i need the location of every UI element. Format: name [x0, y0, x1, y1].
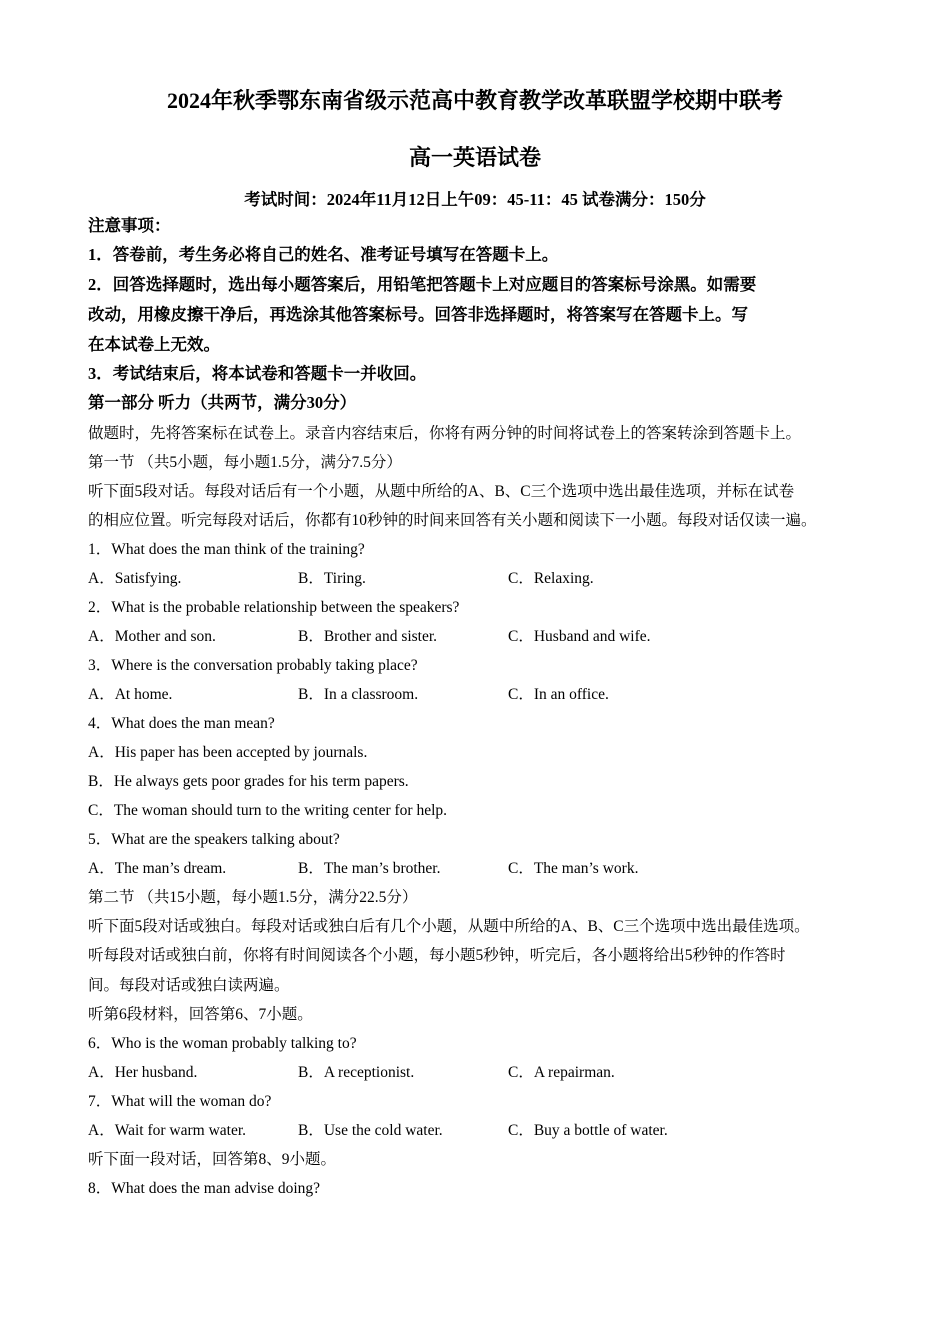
- section1-instruction: 的相应位置。听完每段对话后，你都有10秒钟的时间来回答有关小题和阅读下一小题。每段对话仅读一遍。: [88, 512, 817, 529]
- material-note: 听第6段材料，回答第6、7小题。: [88, 1006, 313, 1023]
- option-c: C．Relaxing.: [508, 570, 594, 587]
- option-b: B．In a classroom.: [298, 686, 419, 703]
- option-a: A．The man’s dream.: [88, 860, 227, 877]
- option-a: A．Her husband.: [88, 1064, 198, 1081]
- option-c: C．Buy a bottle of water.: [508, 1122, 668, 1139]
- exam-info: 考试时间：2024年11月12日上午09：45-11：45 试卷满分：150分: [244, 190, 706, 209]
- exam-title: 2024年秋季鄂东南省级示范高中教育教学改革联盟学校期中联考: [166, 88, 783, 113]
- section1-heading: 第一节 （共5小题，每小题1.5分，满分7.5分）: [88, 454, 402, 471]
- question-stem: 2．What is the probable relationship between the speakers?: [88, 599, 460, 616]
- question-stem: 7．What will the woman do?: [88, 1093, 272, 1110]
- option-b: B．Use the cold water.: [298, 1122, 443, 1139]
- note-item: 3．考试结束后，将本试卷和答题卡一并收回。: [88, 364, 427, 383]
- part1-heading: 第一部分 听力（共两节，满分30分）: [88, 393, 357, 412]
- part1-instruction: 做题时，先将答案标在试卷上。录音内容结束后，你将有两分钟的时间将试卷上的答案转涂到答题卡上。: [88, 425, 802, 442]
- note-item: 在本试卷上无效。: [88, 335, 220, 354]
- section2-instruction: 听下面5段对话或独白。每段对话或独白后有几个小题，从题中所给的A、B、C三个选项中选出最佳选项。: [88, 918, 810, 935]
- notes-heading: 注意事项：: [88, 216, 171, 235]
- note-item: 改动，用橡皮擦干净后，再选涂其他答案标号。回答非选择题时，将答案写在答题卡上。写: [88, 305, 748, 324]
- question-stem: 1．What does the man think of the training?: [88, 541, 365, 558]
- option-b: B．The man’s brother.: [298, 860, 441, 877]
- option-a: A．At home.: [88, 686, 173, 703]
- question-stem: 5．What are the speakers talking about?: [88, 831, 340, 848]
- section2-instruction: 间。每段对话或独白读两遍。: [88, 977, 290, 994]
- question-stem: 6．Who is the woman probably talking to?: [88, 1035, 357, 1052]
- note-item: 2．回答选择题时，选出每小题答案后，用铅笔把答题卡上对应题目的答案标号涂黑。如需要: [88, 275, 757, 294]
- option-b: B．Tiring.: [298, 570, 366, 587]
- option-b: B．A receptionist.: [298, 1064, 415, 1081]
- option-c: C．The man’s work.: [508, 860, 639, 877]
- option-a: A．His paper has been accepted by journals.: [88, 744, 368, 761]
- note-item: 1．答卷前，考生务必将自己的姓名、准考证号填写在答题卡上。: [88, 245, 559, 264]
- option-c: C．A repairman.: [508, 1064, 615, 1081]
- option-c: C．In an office.: [508, 686, 609, 703]
- option-c: C．The woman should turn to the writing center for help.: [88, 802, 448, 819]
- option-b: B．He always gets poor grades for his term papers.: [88, 773, 409, 790]
- question-stem: 8．What does the man advise doing?: [88, 1180, 321, 1197]
- section2-instruction: 听每段对话或独白前，你将有时间阅读各个小题，每小题5秒钟，听完后，各小题将给出5秒钟的作答时: [88, 947, 786, 964]
- section2-heading: 第二节 （共15小题，每小题1.5分，满分22.5分）: [88, 889, 418, 906]
- question-stem: 3．Where is the conversation probably taking place?: [88, 657, 418, 674]
- option-b: B．Brother and sister.: [298, 628, 438, 645]
- section1-instruction: 听下面5段对话。每段对话后有一个小题，从题中所给的A、B、C三个选项中选出最佳选项，并标在试卷: [88, 483, 795, 500]
- option-c: C．Husband and wife.: [508, 628, 651, 645]
- exam-subtitle: 高一英语试卷: [408, 145, 541, 170]
- option-a: A．Mother and son.: [88, 628, 216, 645]
- option-a: A．Satisfying.: [88, 570, 182, 587]
- question-stem: 4．What does the man mean?: [88, 715, 275, 732]
- option-a: A．Wait for warm water.: [88, 1122, 247, 1139]
- material-note: 听下面一段对话，回答第8、9小题。: [88, 1151, 337, 1168]
